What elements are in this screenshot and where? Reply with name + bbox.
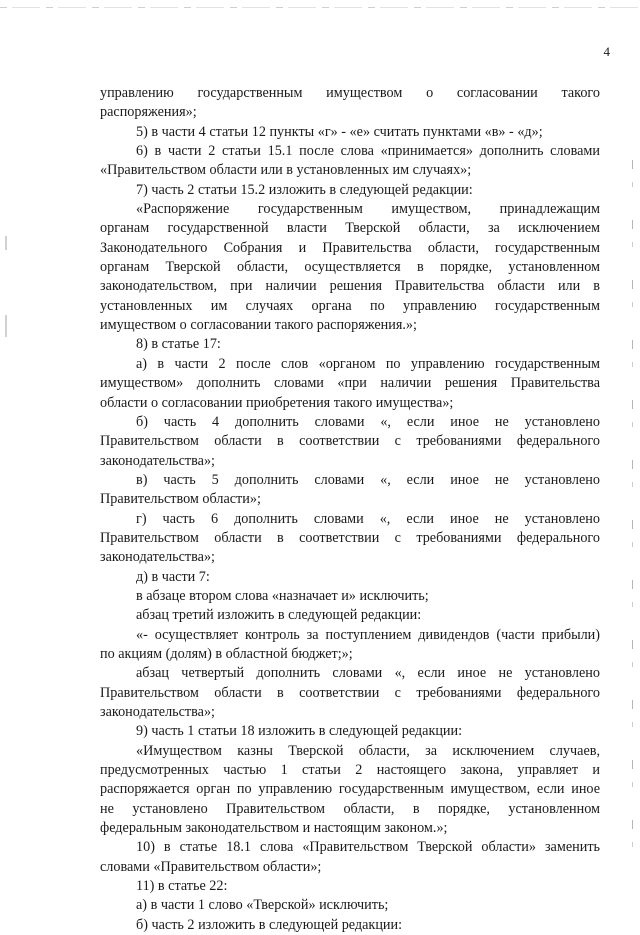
text-line: 6) в части 2 статьи 15.1 после слова «принимается» дополнить словами [136, 143, 600, 160]
text-line: законодательством, при наличии решения Правительства области или в [100, 278, 600, 295]
page-number: 4 [603, 44, 610, 59]
paragraph [100, 142, 600, 181]
text-line: «- осуществляет контроль за поступлением дивидендов (части прибыли) [136, 626, 600, 643]
paragraph [100, 838, 600, 877]
text-line: 11) в статье 22: [136, 878, 228, 895]
paragraph [100, 722, 600, 741]
paragraph [100, 181, 600, 200]
text-line: 8) в статье 17: [136, 336, 221, 353]
text-line: словами «Правительством области»; [100, 858, 322, 875]
text-line: по акциям (долям) в областной бюджет;»; [100, 645, 353, 662]
paragraph [100, 123, 600, 142]
text-line: в) часть 5 дополнить словами «, если иное не установлено [136, 471, 600, 488]
text-line: предусмотренных частью 1 статьи 2 настоящего закона, управляет и [100, 762, 600, 779]
text-line: имуществом» дополнить словами «при наличии решения Правительства [100, 375, 600, 392]
paragraph [100, 200, 600, 335]
text-line: установленных им случаях органа по управлению государственным [100, 297, 600, 314]
text-line: д) в части 7: [136, 568, 210, 585]
text-line: в абзаце втором слова «назначает и» исключить; [136, 587, 429, 604]
document-body [100, 84, 600, 935]
paragraph [100, 84, 600, 123]
text-line: 9) часть 1 статьи 18 изложить в следующей редакции: [136, 723, 463, 740]
text-line: распоряжается орган по управлению государственным имуществом, если иное [100, 781, 600, 798]
text-line: «Правительством области или в установленных им случаях»; [100, 162, 472, 179]
paragraph [100, 742, 600, 839]
text-line: области о согласовании приобретения такого имущества»; [100, 394, 454, 411]
scan-edge-artifact-right [632, 160, 633, 880]
paragraph [100, 510, 600, 568]
scan-edge-artifact-top [0, 7, 640, 8]
text-line: Правительством области»; [100, 491, 261, 508]
text-line: Правительством области в соответствии с требованиями федерального [100, 529, 600, 546]
text-line: абзац третий изложить в следующей редакции: [136, 607, 422, 624]
text-line: Правительством области в соответствии с требованиями федерального [100, 433, 600, 450]
text-line: «Распоряжение государственным имуществом, принадлежащим [136, 201, 600, 218]
text-line: законодательства»; [100, 549, 215, 566]
text-line: имуществом о согласовании такого распоряжения.»; [100, 317, 417, 334]
paragraph [100, 413, 600, 471]
paragraph [100, 355, 600, 413]
text-line: Законодательного Собрания и Правительства области, государственным [100, 239, 600, 256]
text-line: законодательства»; [100, 704, 215, 720]
scan-mark-left [5, 315, 7, 337]
paragraph [100, 877, 600, 896]
text-line: 5) в части 4 статьи 12 пункты «г» - «е» считать пунктами «в» - «д»; [136, 123, 543, 140]
text-line: законодательства»; [100, 452, 215, 469]
paragraph [100, 471, 600, 510]
text-line: управлению государственным имуществом о согласовании такого [100, 85, 600, 101]
text-line: г) часть 6 дополнить словами «, если иное не установлено [136, 510, 600, 527]
paragraph [100, 568, 600, 587]
paragraph [100, 664, 600, 722]
text-line: распоряжения»; [100, 104, 197, 121]
text-line: б) часть 2 изложить в следующей редакции: [136, 916, 403, 933]
text-line: а) в части 1 слово «Тверской» исключить; [136, 897, 389, 914]
paragraph [100, 896, 600, 915]
paragraph [100, 335, 600, 354]
text-line: 10) в статье 18.1 слова «Правительством Тверской области» заменить [136, 839, 600, 856]
paragraph [100, 606, 600, 625]
text-line: Правительством области в соответствии с требованиями федерального [100, 684, 600, 701]
scan-mark-left [5, 236, 7, 250]
text-line: 7) часть 2 статьи 15.2 изложить в следующей редакции: [136, 181, 473, 198]
text-line: федеральным законодательством и настоящим законом.»; [100, 820, 448, 837]
paragraph [100, 587, 600, 606]
paragraph [100, 626, 600, 665]
text-line: а) в части 2 после слов «органом по управлению государственным [136, 355, 600, 372]
text-line: абзац четвертый дополнить словами «, если иное не установлено [136, 665, 600, 682]
text-line: органам государственной власти Тверской области, за исключением [100, 220, 600, 237]
text-line: органам Тверской области, осуществляется в порядке, установленном [100, 259, 600, 276]
text-line: б) часть 4 дополнить словами «, если иное не установлено [136, 413, 600, 430]
paragraph [100, 916, 600, 935]
text-line: «Имуществом казны Тверской области, за исключением случаев, [136, 742, 600, 759]
text-line: не установлено Правительством области, в порядке, установленном [100, 800, 600, 817]
